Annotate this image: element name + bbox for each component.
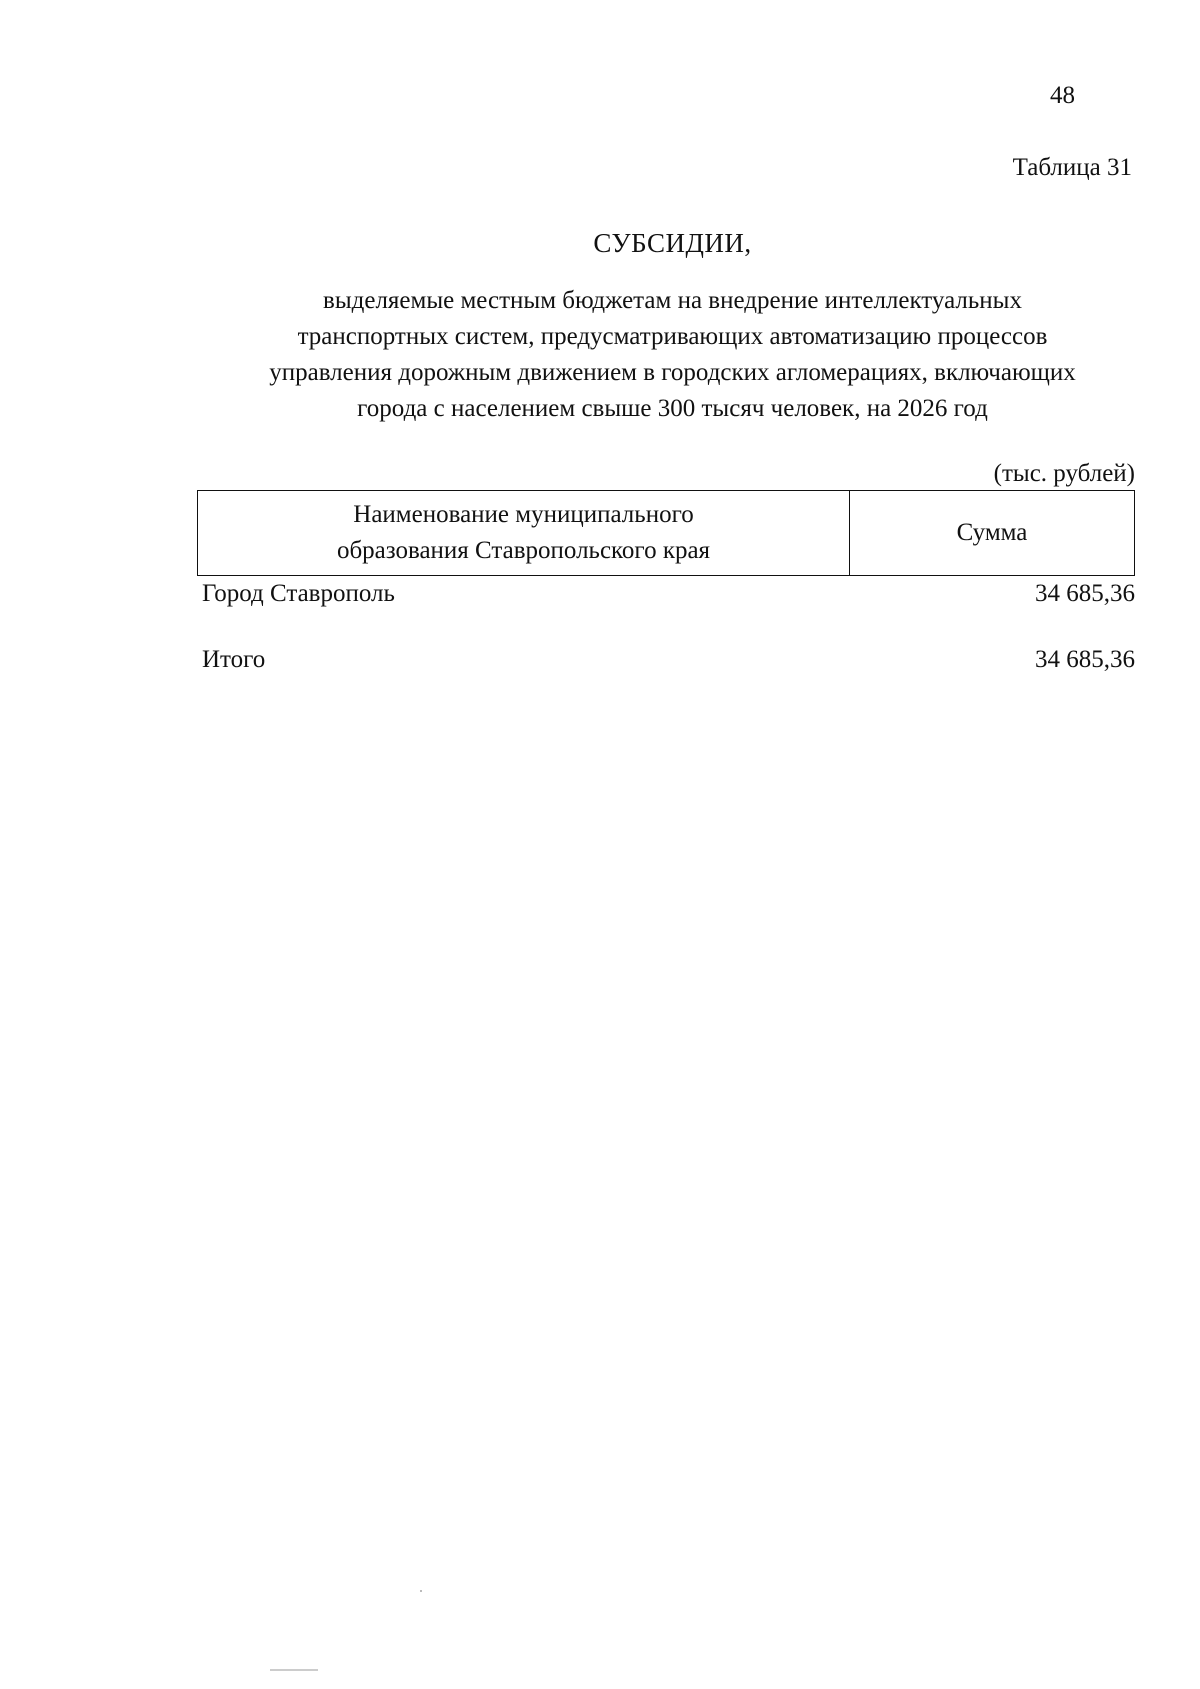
table-label: Таблица 31 (1012, 154, 1132, 181)
table-row (202, 580, 1135, 608)
document-title: СУБСИДИИ, (593, 228, 752, 258)
total-row (202, 646, 1135, 674)
scan-speck (270, 1669, 318, 1671)
row-amount: 34 685,36 (1035, 580, 1135, 607)
header-sum: Сумма (956, 519, 1028, 546)
scan-speck (420, 1590, 422, 1592)
subtitle-line: выделяемые местным бюджетам на внедрение интеллектуальных (323, 287, 1022, 314)
subtitle-line: города с населением свыше 300 тысяч человек, на 2026 год (357, 395, 988, 422)
table-header (197, 490, 1135, 576)
row-municipality-name: Город Ставрополь (202, 580, 395, 607)
document-subtitle (200, 283, 1145, 427)
page-number: 48 (1050, 82, 1075, 109)
header-municipality-name (198, 491, 850, 575)
total-amount: 34 685,36 (1035, 646, 1135, 673)
subtitle-line: транспортных систем, предусматривающих автоматизацию процессов (297, 323, 1048, 350)
header-name-line: Наименование муниципального (353, 501, 694, 528)
header-name-line: образования Ставропольского края (336, 537, 711, 564)
subtitle-line: управления дорожным движением в городских агломерациях, включающих (269, 359, 1076, 386)
total-label: Итого (202, 646, 266, 673)
units-label: (тыс. рублей) (993, 460, 1135, 487)
